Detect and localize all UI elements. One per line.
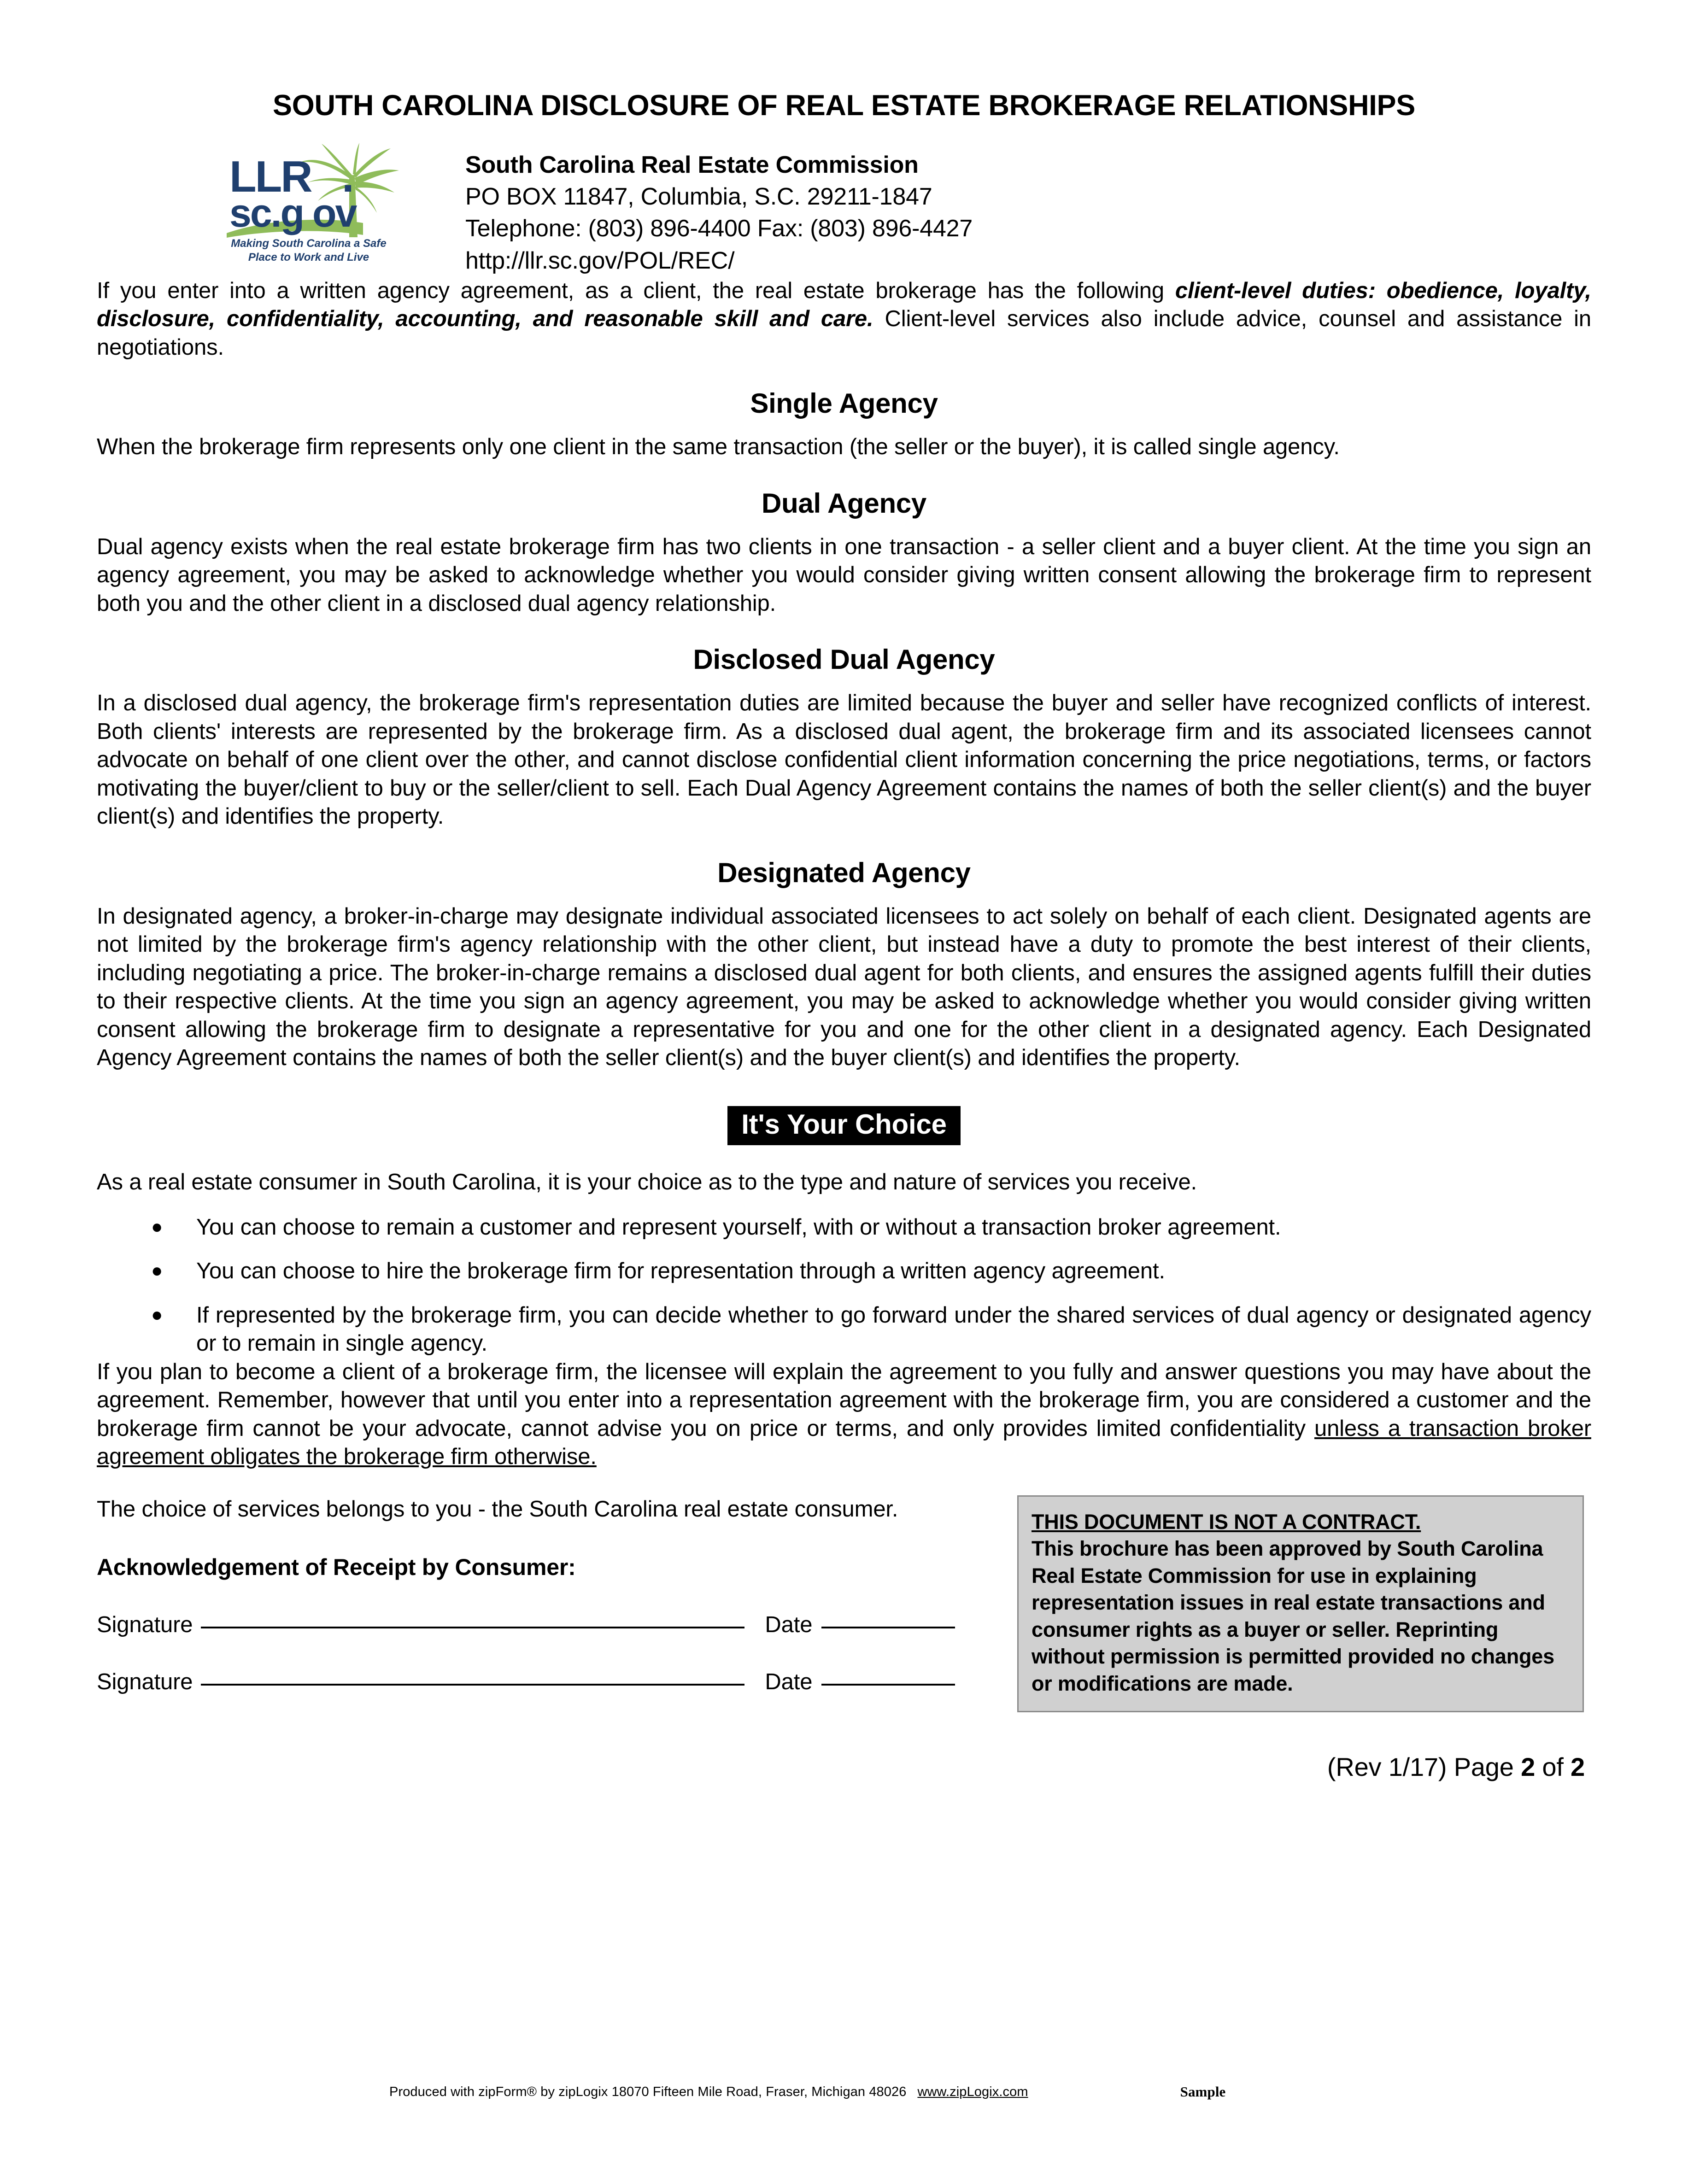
acknowledgement-heading: Acknowledgement of Receipt by Consumer:: [97, 1554, 576, 1581]
heading-designated-agency: Designated Agency: [717, 857, 971, 888]
list-item: [151, 1301, 1591, 1358]
agency-name: South Carolina Real Estate Commission: [465, 152, 919, 179]
agency-phone-fax: Telephone: (803) 896-4400 Fax: (803) 896-4427: [465, 215, 973, 242]
list-item-text: You can choose to hire the brokerage firm for representation through a written agency agreement.: [196, 1259, 1165, 1284]
revision-middle: of: [1535, 1752, 1571, 1782]
intro-emphasis: client-level duties: obedience, loyalty, disclosure, confidentiality, accounting, and reasonable skill and care.: [97, 278, 1591, 332]
svg-text:sc.g: sc.g: [229, 191, 304, 236]
choice-lead-paragraph: As a real estate consumer in South Carolina, it is your choice as to the type and nature of services you receive.: [97, 1170, 1197, 1195]
llr-logo-graphic: [217, 143, 401, 266]
body-disclosed-dual-agency: In a disclosed dual agency, the brokerage firm's representation duties are limited because the buyer and seller have recognized conflicts of interest. Both clients' interests are represented by the brokerage firm. As a disclosed dual agent, the brokerage firm and its associated licensees cannot advocate on behalf of one client over the other, and cannot disclose confidential client information concerning the price negotiations, terms, or factors motivating the buyer/client to buy or the seller/client to sell. Each Dual Agency Agreement contains the names of both the seller client(s) and the buyer client(s) and identifies the property.: [97, 691, 1591, 829]
body-designated-agency: In designated agency, a broker-in-charge may designate individual associated licensees to act solely on behalf of each client. Designated agents are not limited by the brokerage firm's agency relationship with the other client, but instead have a duty to promote the best interest of their clients, including negotiating a price. The broker-in-charge remains a disclosed dual agent for both clients, and ensures the assigned agents fulfill their duties to their respective clients. At the time you sign an agency agreement, you may be asked to acknowledge whether you would consider giving written consent allowing the brokerage firm to designate a representative for you and one for the other client in a designated agency. Each Designated Agency Agreement contains the names of both the seller client(s) and the buyer client(s) and identifies the property.: [97, 903, 1591, 1070]
agency-address: PO BOX 11847, Columbia, S.C. 29211-1847: [465, 183, 932, 211]
signature-input-line[interactable]: [201, 1684, 744, 1686]
date-label: Date: [765, 1612, 813, 1638]
intro-part2: Client-level services also include advice, counsel and assistance in negotiations.: [97, 306, 1591, 360]
heading-disclosed-dual-agency: Disclosed Dual Agency: [693, 644, 995, 675]
footer-url-link[interactable]: www.zipLogix.com: [917, 2084, 1028, 2099]
body-single-agency: When the brokerage firm represents only one client in the same transaction (the seller or the buyer), it is called single agency.: [97, 434, 1340, 460]
signature-row-2: [97, 1669, 986, 1695]
list-item-text: You can choose to remain a customer and represent yourself, with or without a transaction broker agreement.: [196, 1214, 1281, 1240]
heading-dual-agency: Dual Agency: [762, 487, 926, 519]
signature-and-disclaimer-row: [97, 1495, 1591, 1713]
choice-bullet-list: [97, 1213, 1591, 1358]
list-item-text: If represented by the brokerage firm, you can decide whether to go forward under the shared services of dual agency or designated agency or to remain in single agency.: [196, 1302, 1591, 1356]
bullet-icon: ●: [151, 1259, 163, 1282]
signature-label: Signature: [97, 1669, 193, 1695]
list-item: [151, 1257, 1591, 1285]
revision-page-number: 2: [1521, 1752, 1536, 1782]
final-choice-line: The choice of services belongs to you - the South Carolina real estate consumer.: [97, 1496, 898, 1522]
its-your-choice-banner: It's Your Choice: [727, 1106, 961, 1145]
llr-logo: [217, 143, 401, 266]
disclaimer-headline: THIS DOCUMENT IS NOT A CONTRACT.: [1032, 1510, 1421, 1534]
closing-paragraph: [97, 1358, 1591, 1471]
signature-row-1: [97, 1612, 986, 1638]
logo-tagline-line1: Making South Carolina a Safe: [231, 237, 387, 250]
closing-underlined: unless a transaction broker agreement obligates the brokerage firm otherwise.: [97, 1416, 1591, 1470]
svg-text:ov: ov: [312, 191, 356, 236]
signature-input-line[interactable]: [201, 1627, 744, 1628]
page-title: SOUTH CAROLINA DISCLOSURE OF REAL ESTATE BROKERAGE RELATIONSHIPS: [273, 89, 1415, 122]
svg-text:.: .: [342, 152, 354, 202]
svg-text:LLR: LLR: [229, 152, 311, 202]
choice-banner-wrap: [97, 1106, 1591, 1145]
disclaimer-body: This brochure has been approved by South Carolina Real Estate Commission for use in explaining representation issues in real estate transactions and consumer rights as a buyer or seller. Reprinting without permission is permitted provided no changes or modifications are made.: [1032, 1537, 1554, 1695]
list-item: [151, 1213, 1591, 1241]
closing-part1: If you plan to become a client of a brokerage firm, the licensee will explain the agreement to you fully and answer questions you may have about the agreement. Remember, however that until you enter into a representation agreement with the brokerage firm, you are considered a customer and the brokerage firm cannot be your advocate, cannot advise you on price or terms, and only provides limited confidentiality: [97, 1359, 1591, 1441]
bullet-icon: ●: [151, 1215, 163, 1237]
document-body: [0, 277, 1688, 1782]
page-footer: [0, 2084, 1688, 2100]
agency-website: http://llr.sc.gov/POL/REC/: [465, 247, 735, 274]
footer-sample-watermark: Sample: [1180, 2084, 1226, 2100]
signature-label: Signature: [97, 1612, 193, 1638]
intro-paragraph: [97, 277, 1591, 362]
date-label: Date: [765, 1669, 813, 1695]
bullet-icon: ●: [151, 1303, 163, 1325]
date-input-line[interactable]: [821, 1627, 955, 1628]
logo-tagline-line2: Place to Work and Live: [248, 251, 369, 264]
footer-produced-text: Produced with zipForm® by zipLogix 18070 Fifteen Mile Road, Fraser, Michigan 48026: [389, 2084, 907, 2099]
revision-page-total: 2: [1571, 1752, 1585, 1782]
date-input-line[interactable]: [821, 1684, 955, 1686]
heading-single-agency: Single Agency: [750, 388, 938, 419]
revision-line: [97, 1752, 1591, 1782]
body-dual-agency: Dual agency exists when the real estate brokerage firm has two clients in one transaction - a seller client and a buyer client. At the time you sign an agency agreement, you may be asked to acknowledge whether you would consider giving written consent allowing the brokerage firm to represent both you and the other client in a disclosed dual agency relationship.: [97, 534, 1591, 616]
intro-part1: If you enter into a written agency agreement, as a client, the real estate brokerage has the following: [97, 278, 1175, 303]
signature-block: [97, 1495, 986, 1695]
revision-prefix: (Rev 1/17) Page: [1327, 1752, 1521, 1782]
disclaimer-box: [1017, 1495, 1584, 1713]
agency-contact-block: [465, 143, 973, 277]
header-block: [0, 143, 1688, 277]
